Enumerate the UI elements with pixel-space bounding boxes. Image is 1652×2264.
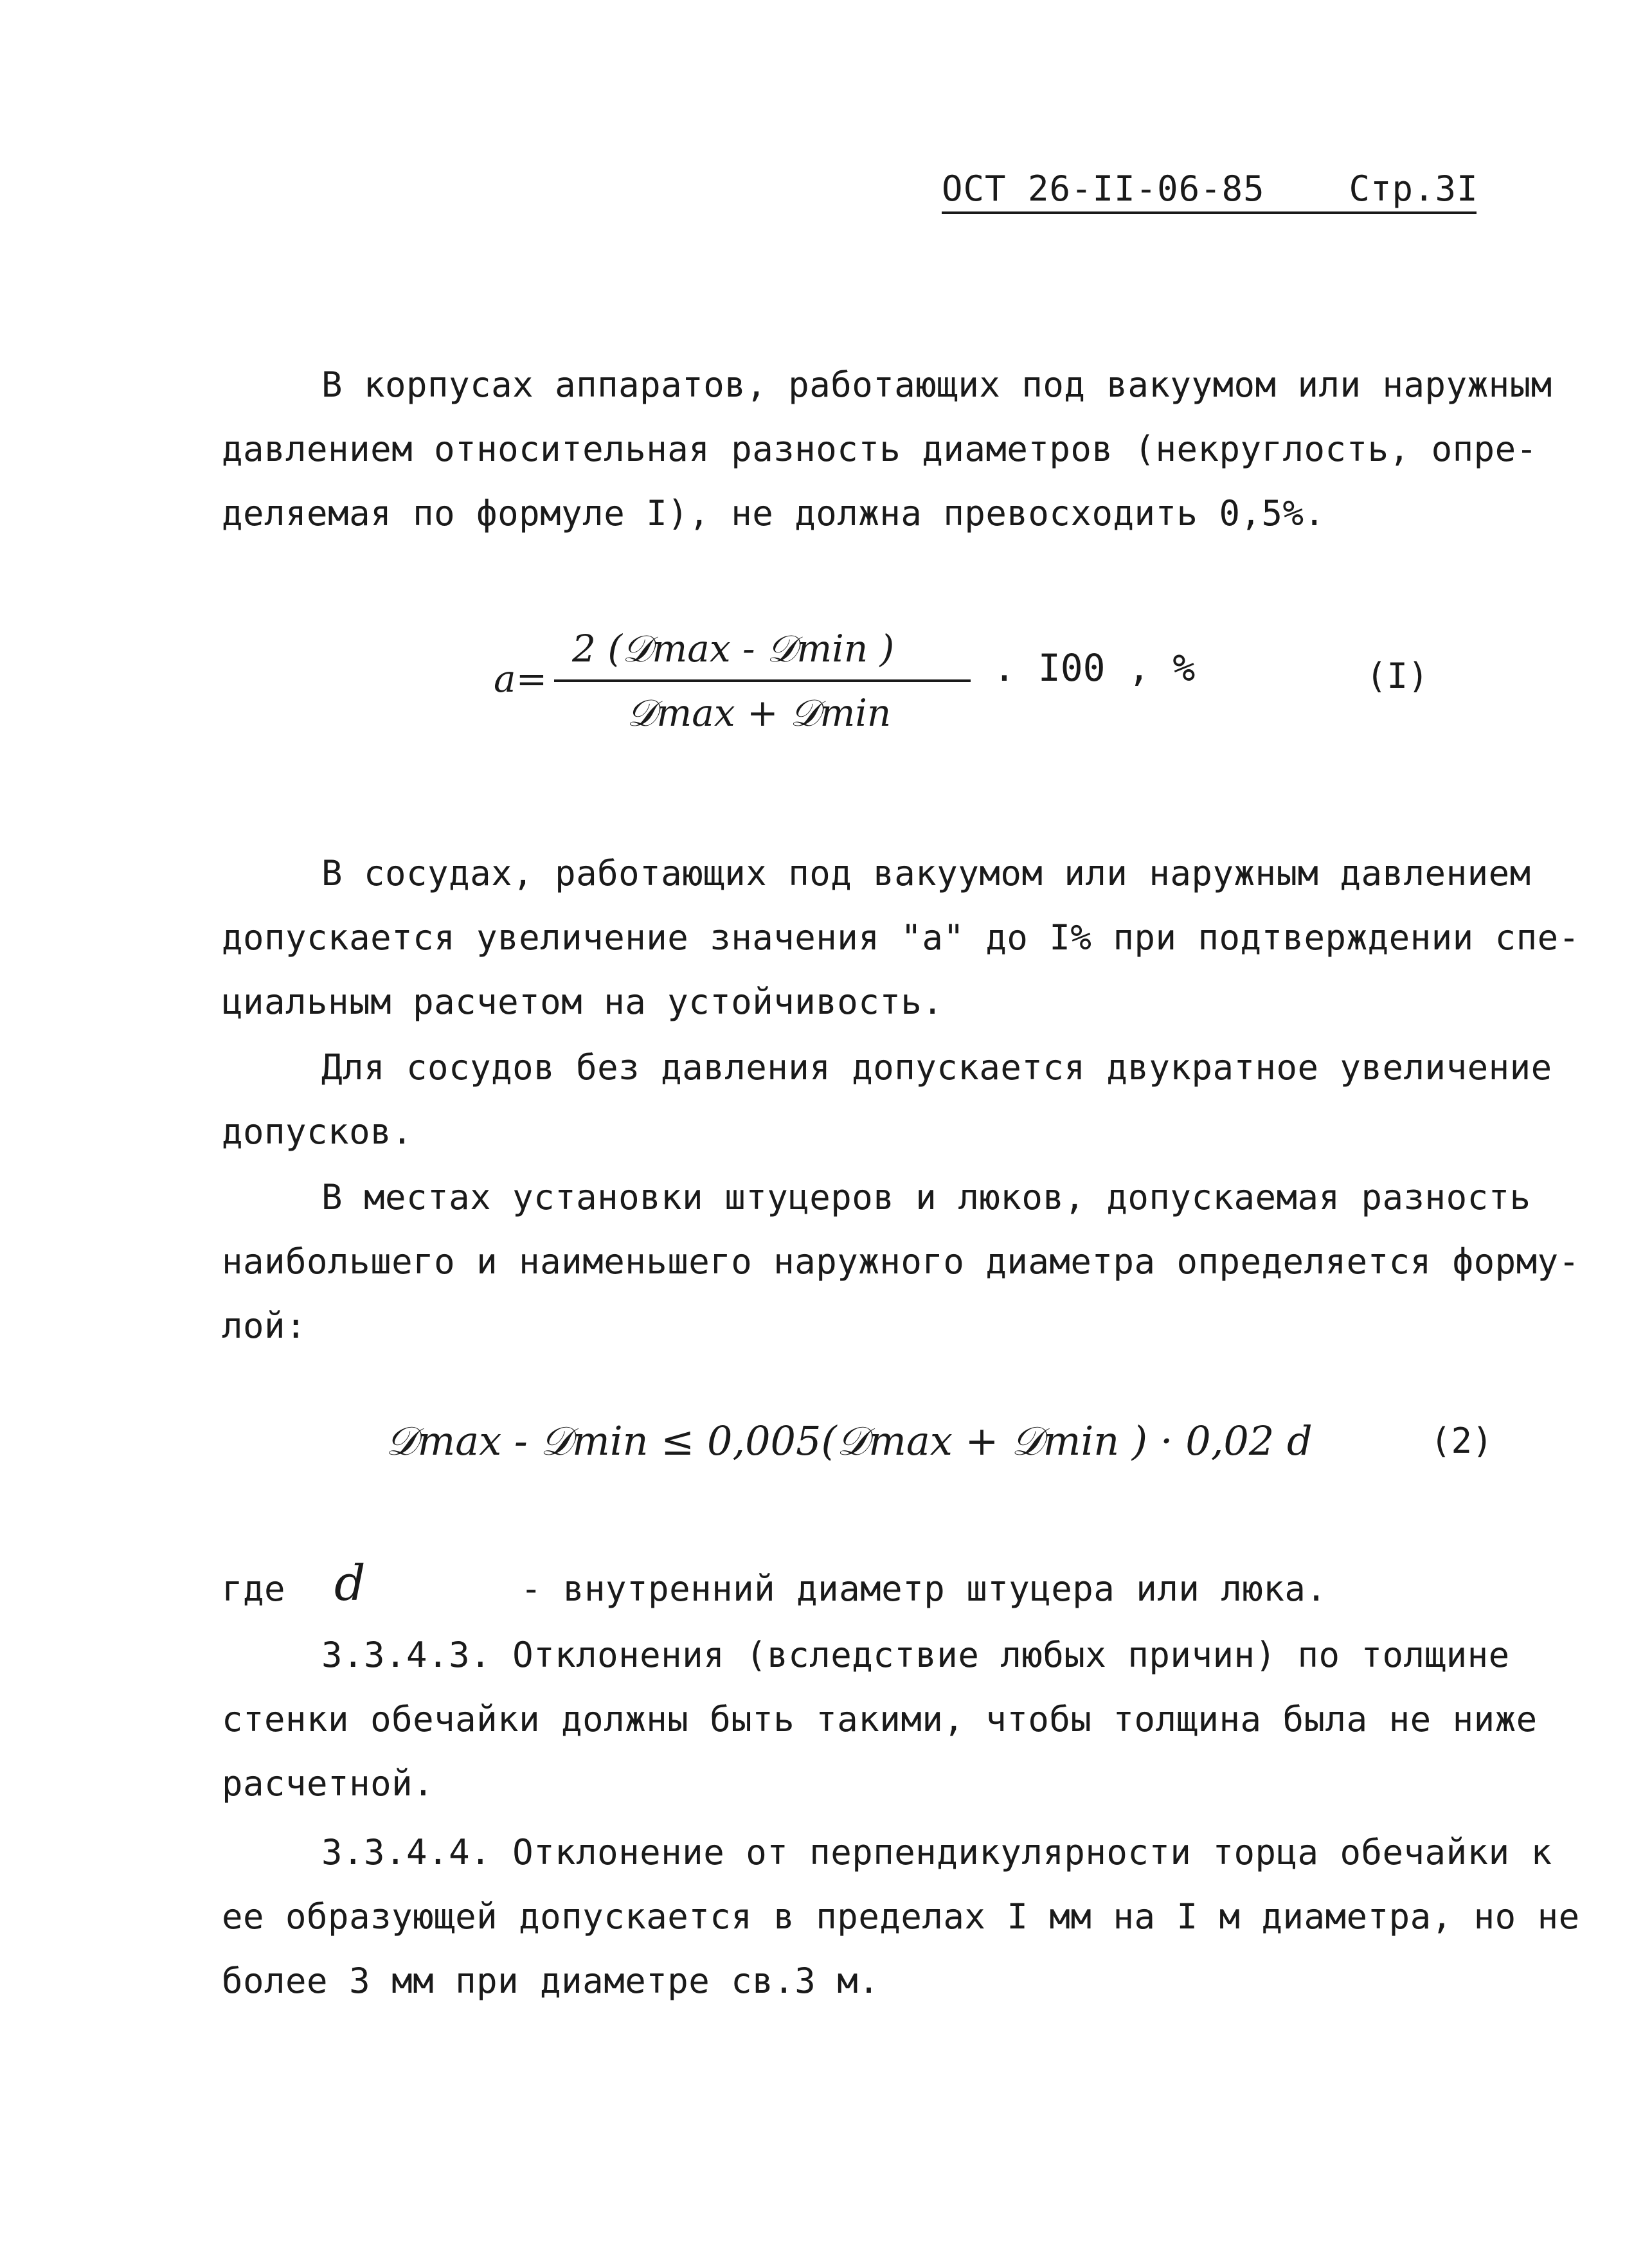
paragraph-1-line-1: В корпусах аппаратов, работающих под вакуумом или наружным (321, 364, 1552, 405)
paragraph-1-line-2: давлением относительная разность диаметров (некруглость, опре- (222, 429, 1538, 469)
paragraph-3-line-2: допусков. (222, 1111, 413, 1152)
paragraph-3-line-1: Для сосудов без давления допускается двукратное увеличение (321, 1047, 1552, 1088)
formula-2: 𝒟max - 𝒟min ≤ 0,005(𝒟max + 𝒟min ) · 0,02 d (386, 1417, 1313, 1464)
where-prefix: где (222, 1568, 286, 1609)
formula-1-denominator: 𝒟max + 𝒟min (627, 691, 892, 735)
standard-code: ОСТ 26-II-06-85 (942, 168, 1265, 209)
paragraph-1-line-3: деляемая по формуле I), не должна превосходить 0,5%. (222, 493, 1325, 534)
paragraph-4-line-3: лой: (222, 1306, 307, 1346)
where-symbol: d (334, 1554, 366, 1612)
page-number: Стр.3I (1349, 168, 1478, 209)
paragraph-2-line-2: допускается увеличение значения "а" до I% при подтверждении спе- (222, 917, 1580, 958)
formula-1-fraction-bar (554, 679, 971, 682)
paragraph-5-line-3: расчетной. (222, 1763, 435, 1804)
formula-1-number: (I) (1366, 656, 1429, 696)
paragraph-5-line-1: 3.3.4.3. Отклонения (вследствие любых причин) по толщине (321, 1635, 1510, 1675)
paragraph-2-line-3: циальным расчетом на устойчивость. (222, 982, 944, 1022)
paragraph-4-line-2: наибольшего и наименьшего наружного диаметра определяется форму- (222, 1241, 1580, 1282)
paragraph-6-line-3: более 3 мм при диаметре св.3 м. (222, 1961, 880, 2001)
where-text: - внутренний диаметр штуцера или люка. (521, 1568, 1327, 1609)
paragraph-5-line-2: стенки обечайки должны быть такими, чтобы толщина была не ниже (222, 1699, 1538, 1739)
page-header (942, 168, 1477, 214)
formula-2-number: (2) (1430, 1421, 1493, 1461)
paragraph-2-line-1: В сосудах, работающих под вакуумом или наружным давлением (321, 853, 1531, 894)
paragraph-6-line-2: ее образующей допускается в пределах I мм на I м диаметра, но не (222, 1896, 1580, 1937)
formula-1-numerator: 2 (𝒟max - 𝒟min ) (572, 627, 895, 670)
formula-1-multiplier: . I00 , % (993, 646, 1196, 690)
formula-1-lhs: a= (494, 657, 548, 701)
paragraph-4-line-1: В местах установки штуцеров и люков, допускаемая разность (321, 1177, 1531, 1217)
paragraph-6-line-1: 3.3.4.4. Отклонение от перпендикулярности торца обечайки к (321, 1832, 1552, 1873)
